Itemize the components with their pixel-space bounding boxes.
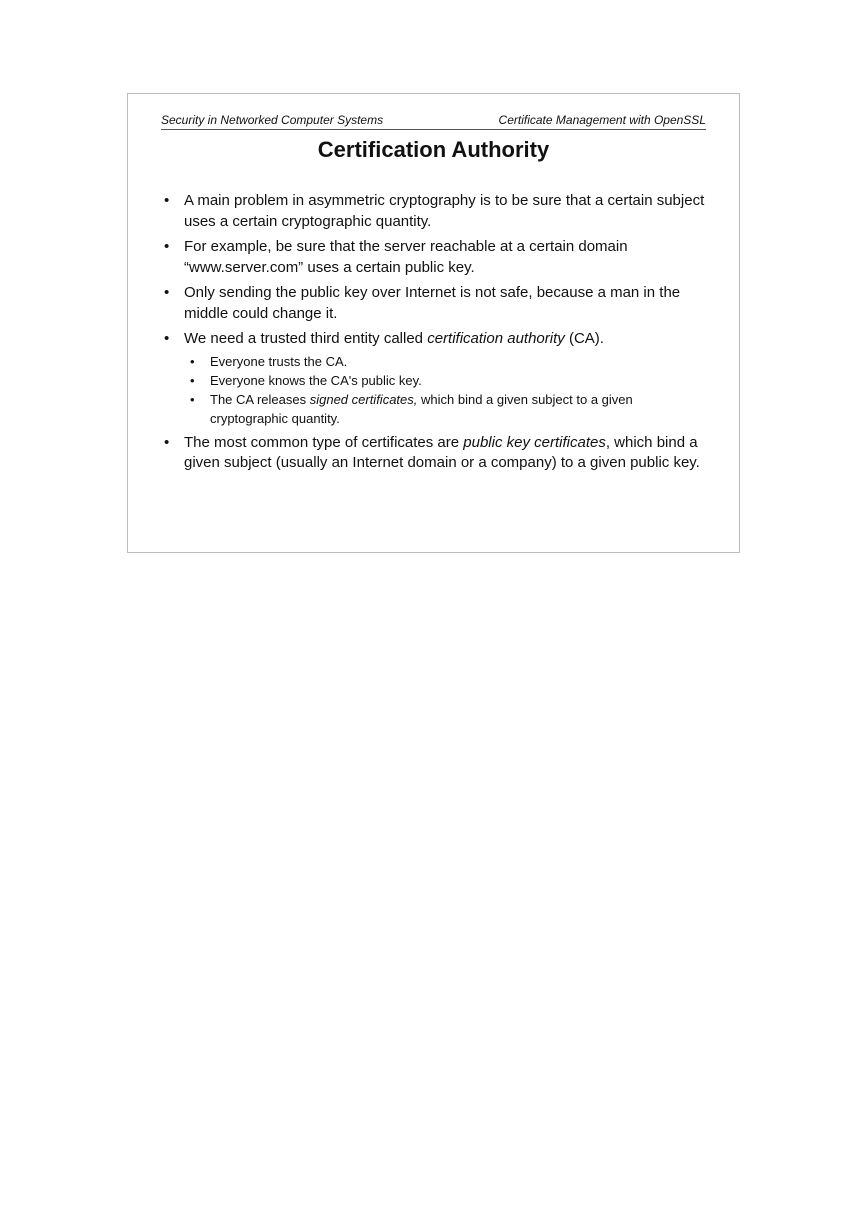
slide (127, 93, 740, 553)
sub-bullet-list (184, 352, 709, 428)
slide-header (161, 112, 706, 130)
bullet-item: • The most common type of certificates are public key certificates, which bind a given subject (usually an Internet domain or a company) to a given public key. (162, 433, 709, 474)
bullet-item: • Only sending the public key over Internet is not safe, because a man in the middle could change it. (162, 283, 709, 324)
course-title: Security in Networked Computer Systems (161, 113, 384, 127)
slide-title: Certification Authority (317, 137, 550, 162)
emphasis: signed certificates, (309, 391, 418, 407)
sub-bullet-item: • Everyone knows the CA's public key. (184, 371, 709, 390)
bullet-item: • A main problem in asymmetric cryptography is to be sure that a certain subject uses a certain cryptographic quantity. (162, 191, 709, 232)
lecture-title: Certificate Management with OpenSSL (498, 113, 706, 127)
bullet-item: • For example, be sure that the server reachable at a certain domain “www.server.com” uses a certain public key. (162, 237, 709, 278)
sub-bullet-item: • The CA releases signed certificates, which bind a given subject to a given cryptographic quantity. (184, 390, 709, 428)
bullet-list (162, 191, 709, 474)
emphasis: certification authority (427, 330, 565, 347)
emphasis: public key certificates (463, 433, 606, 451)
slide-content (162, 191, 709, 479)
sub-bullet-item: • Everyone trusts the CA. (184, 352, 709, 371)
bullet-item: • We need a trusted third entity called certification authority (CA). • Everyone trusts the CA. • Everyone knows the CA's public key. • The CA releases signed certificates, which bind a given subject to a given cryptographic quantity. (162, 329, 709, 428)
